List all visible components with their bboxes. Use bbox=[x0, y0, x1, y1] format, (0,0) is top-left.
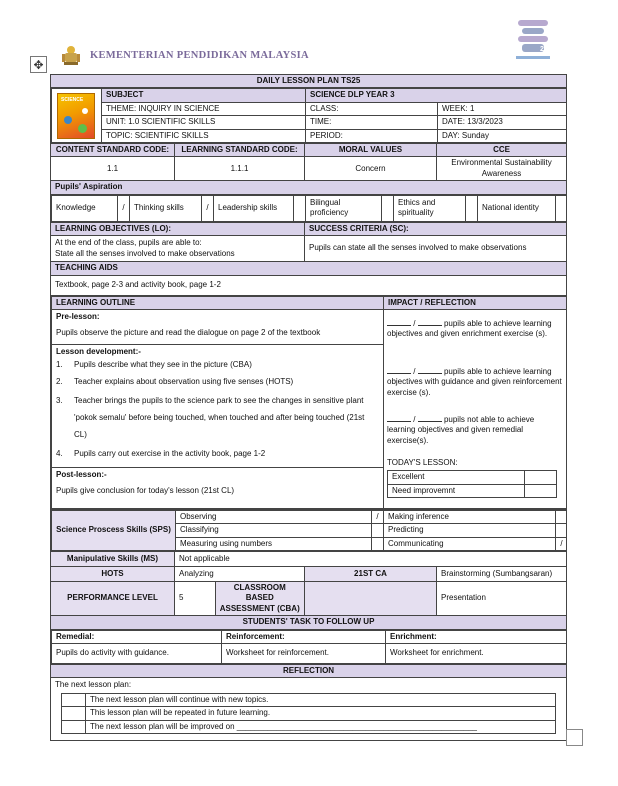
sps-mark bbox=[556, 510, 567, 523]
performance-level-value: 5 bbox=[175, 582, 215, 615]
theme-text: THEME: INQUIRY IN SCIENCE bbox=[102, 102, 306, 115]
outline-block bbox=[51, 296, 567, 509]
aspiration-mark bbox=[466, 195, 478, 221]
aspiration-row bbox=[51, 195, 567, 222]
aspiration-mark bbox=[556, 195, 567, 221]
topic-text: TOPIC: SCIENTIFIC SKILLS bbox=[102, 129, 306, 142]
todays-lesson-label: TODAY'S LESSON: bbox=[387, 457, 458, 467]
teaching-aids-text: Textbook, page 2-3 and activity book, page 1-2 bbox=[51, 275, 567, 295]
today-option: Excellent bbox=[388, 471, 525, 484]
plan-title: DAILY LESSON PLAN TS25 bbox=[51, 75, 567, 88]
pre-lesson-label: Pre-lesson: bbox=[56, 311, 100, 321]
aspiration-item: Ethics and spirituality bbox=[394, 195, 466, 221]
enrichment-text: Worksheet for enrichment. bbox=[386, 644, 567, 664]
next-lesson-label: The next lesson plan: bbox=[55, 680, 132, 690]
development-item: 2. Teacher explains about observation using five senses (HOTS) bbox=[56, 376, 294, 386]
lesson-plan-table bbox=[50, 74, 567, 741]
sps-skill: Classifying bbox=[176, 524, 372, 537]
learning-standard-label: LEARNING STANDARD CODE: bbox=[175, 143, 305, 156]
lesson-development-label: Lesson development:- bbox=[56, 346, 141, 356]
aspiration-item: Bilingual proficiency bbox=[306, 195, 382, 221]
21st-ca-value: Brainstorming (Sumbangsaran) bbox=[437, 567, 567, 582]
development-item: 4. Pupils carry out exercise in the activity book, page 1-2 bbox=[56, 449, 266, 459]
impact-item: / pupils not able to achieve learning objectives and given remedial exercise(s). bbox=[387, 414, 535, 445]
sps-mark: / bbox=[372, 510, 384, 523]
table-resize-handle[interactable] bbox=[566, 729, 583, 746]
21st-ca-label: 21ST CA bbox=[305, 567, 437, 582]
aspiration-mark: / bbox=[118, 195, 130, 221]
lo-label: LEARNING OBJECTIVES (LO): bbox=[51, 222, 305, 235]
sps-mark bbox=[372, 537, 384, 550]
sps-skill: Observing bbox=[176, 510, 372, 523]
cba-value: Presentation bbox=[437, 582, 567, 616]
performance-level-label: PERFORMANCE LEVEL bbox=[51, 582, 175, 616]
day-text: DAY: Sunday bbox=[438, 129, 567, 142]
sc-label: SUCCESS CRITERIA (SC): bbox=[305, 222, 567, 235]
ministry-name: KEMENTERIAN PENDIDIKAN MALAYSIA bbox=[90, 49, 309, 61]
remedial-text: Pupils do activity with guidance. bbox=[52, 644, 222, 664]
book-cover-text: SCIENCE bbox=[61, 96, 84, 103]
subject-label: SUBJECT bbox=[102, 89, 306, 102]
learning-standard-value: 1.1.1 bbox=[175, 157, 305, 181]
class-label: CLASS: bbox=[306, 102, 438, 115]
development-item: 3. Teacher brings the pupils to the science park to see the changes in sensitive plant 'pokok semalu' before being touched, when touched and after being touched (21st CL) bbox=[56, 396, 365, 439]
sps-mark bbox=[372, 524, 384, 537]
cce-label: CCE bbox=[437, 143, 567, 156]
ministry-header bbox=[58, 40, 309, 70]
time-label: TIME: bbox=[306, 116, 438, 129]
learning-outline-label: LEARNING OUTLINE bbox=[52, 296, 384, 309]
post-lesson-text: Pupils give conclusion for today's lesson (21st CL) bbox=[56, 486, 235, 496]
logo-25-text: 25 bbox=[540, 46, 548, 53]
aspiration-label: Pupils' Aspiration bbox=[51, 181, 567, 194]
aspiration-item: Thinking skills bbox=[130, 195, 202, 221]
ms-value: Not applicable bbox=[175, 552, 567, 567]
subject-block bbox=[51, 88, 567, 143]
table-move-handle-icon[interactable]: ✥ bbox=[30, 56, 47, 73]
aspiration-item: Leadership skills bbox=[214, 195, 294, 221]
unit-text: UNIT: 1.0 SCIENTIFIC SKILLS bbox=[102, 116, 306, 129]
task-block bbox=[51, 630, 567, 664]
remedial-label: Remedial: bbox=[52, 630, 222, 643]
option-checkbox[interactable] bbox=[62, 720, 86, 733]
next-lesson-options bbox=[61, 693, 556, 734]
students-task-label: STUDENTS' TASK TO FOLLOW UP bbox=[51, 616, 567, 629]
sps-skill: Measuring using numbers bbox=[176, 537, 372, 550]
period-label: PERIOD: bbox=[306, 129, 438, 142]
post-lesson-label: Post-lesson:- bbox=[56, 469, 107, 479]
sps-mark bbox=[556, 524, 567, 537]
today-option: Need improvemnt bbox=[388, 484, 525, 497]
impact-reflection-label: IMPACT / REFLECTION bbox=[384, 296, 567, 309]
option-checkbox[interactable] bbox=[62, 693, 86, 706]
pre-lesson-text: Pupils observe the picture and read the dialogue on page 2 of the textbook bbox=[56, 328, 321, 338]
today-checkbox[interactable] bbox=[525, 471, 557, 484]
impact-item: / pupils able to achieve learning objectives and given enrichment exercise (s). bbox=[387, 318, 552, 339]
aspiration-mark: / bbox=[202, 195, 214, 221]
ts25-logo-icon bbox=[512, 18, 554, 64]
lo-line: At the end of the class, pupils are able to: bbox=[55, 238, 202, 248]
malaysia-crest-icon bbox=[58, 42, 84, 68]
aspiration-mark bbox=[294, 195, 306, 221]
cce-value: Environmental Sustainability Awareness bbox=[437, 157, 567, 181]
sps-skill: Predicting bbox=[384, 524, 556, 537]
aspiration-item: National identity bbox=[478, 195, 556, 221]
aspiration-mark bbox=[382, 195, 394, 221]
cba-label: CLASSROOM BASED ASSESSMENT (CBA) bbox=[215, 582, 304, 615]
reinforcement-text: Worksheet for reinforcement. bbox=[222, 644, 386, 664]
sps-block bbox=[51, 510, 567, 551]
impact-item: / pupils able to achieve learning objectives with guidance and given reinforcement exercise (s). bbox=[387, 366, 562, 397]
enrichment-label: Enrichment: bbox=[386, 630, 567, 643]
ms-label: Manipulative Skills (MS) bbox=[51, 552, 175, 567]
sc-text: Pupils can state all the senses involved to make observations bbox=[305, 236, 567, 262]
next-lesson-option: The next lesson plan will continue with new topics. bbox=[86, 693, 556, 706]
teaching-aids-label: TEACHING AIDS bbox=[51, 262, 567, 275]
textbook-cover-image bbox=[57, 93, 95, 139]
development-item: 1. Pupils describe what they see in the picture (CBA) bbox=[56, 360, 252, 370]
next-lesson-option: The next lesson plan will be improved on ______________________________________________________ bbox=[86, 720, 556, 733]
option-checkbox[interactable] bbox=[62, 707, 86, 720]
lo-text bbox=[51, 236, 305, 262]
hots-value: Analyzing bbox=[175, 567, 305, 582]
sps-skill: Communicating bbox=[384, 537, 556, 550]
reflection-label: REFLECTION bbox=[51, 665, 567, 678]
subject-value: SCIENCE DLP YEAR 3 bbox=[306, 89, 567, 102]
sps-mark: / bbox=[556, 537, 567, 550]
lo-line: State all the senses involved to make observations bbox=[55, 248, 235, 258]
next-lesson-option: This lesson plan will be repeated in future learning. bbox=[86, 707, 556, 720]
aspiration-item: Knowledge bbox=[52, 195, 118, 221]
sps-label: Science Proscess Skills (SPS) bbox=[52, 510, 176, 550]
todays-lesson-table bbox=[387, 470, 557, 498]
moral-values-label: MORAL VALUES bbox=[305, 143, 437, 156]
hots-label: HOTS bbox=[51, 567, 175, 582]
content-standard-label: CONTENT STANDARD CODE: bbox=[51, 143, 175, 156]
today-checkbox[interactable] bbox=[525, 484, 557, 497]
date-text: DATE: 13/3/2023 bbox=[438, 116, 567, 129]
content-standard-value: 1.1 bbox=[51, 157, 175, 181]
moral-values-value: Concern bbox=[305, 157, 437, 181]
reinforcement-label: Reinforcement: bbox=[222, 630, 386, 643]
sps-skill: Making inference bbox=[384, 510, 556, 523]
week-text: WEEK: 1 bbox=[438, 102, 567, 115]
